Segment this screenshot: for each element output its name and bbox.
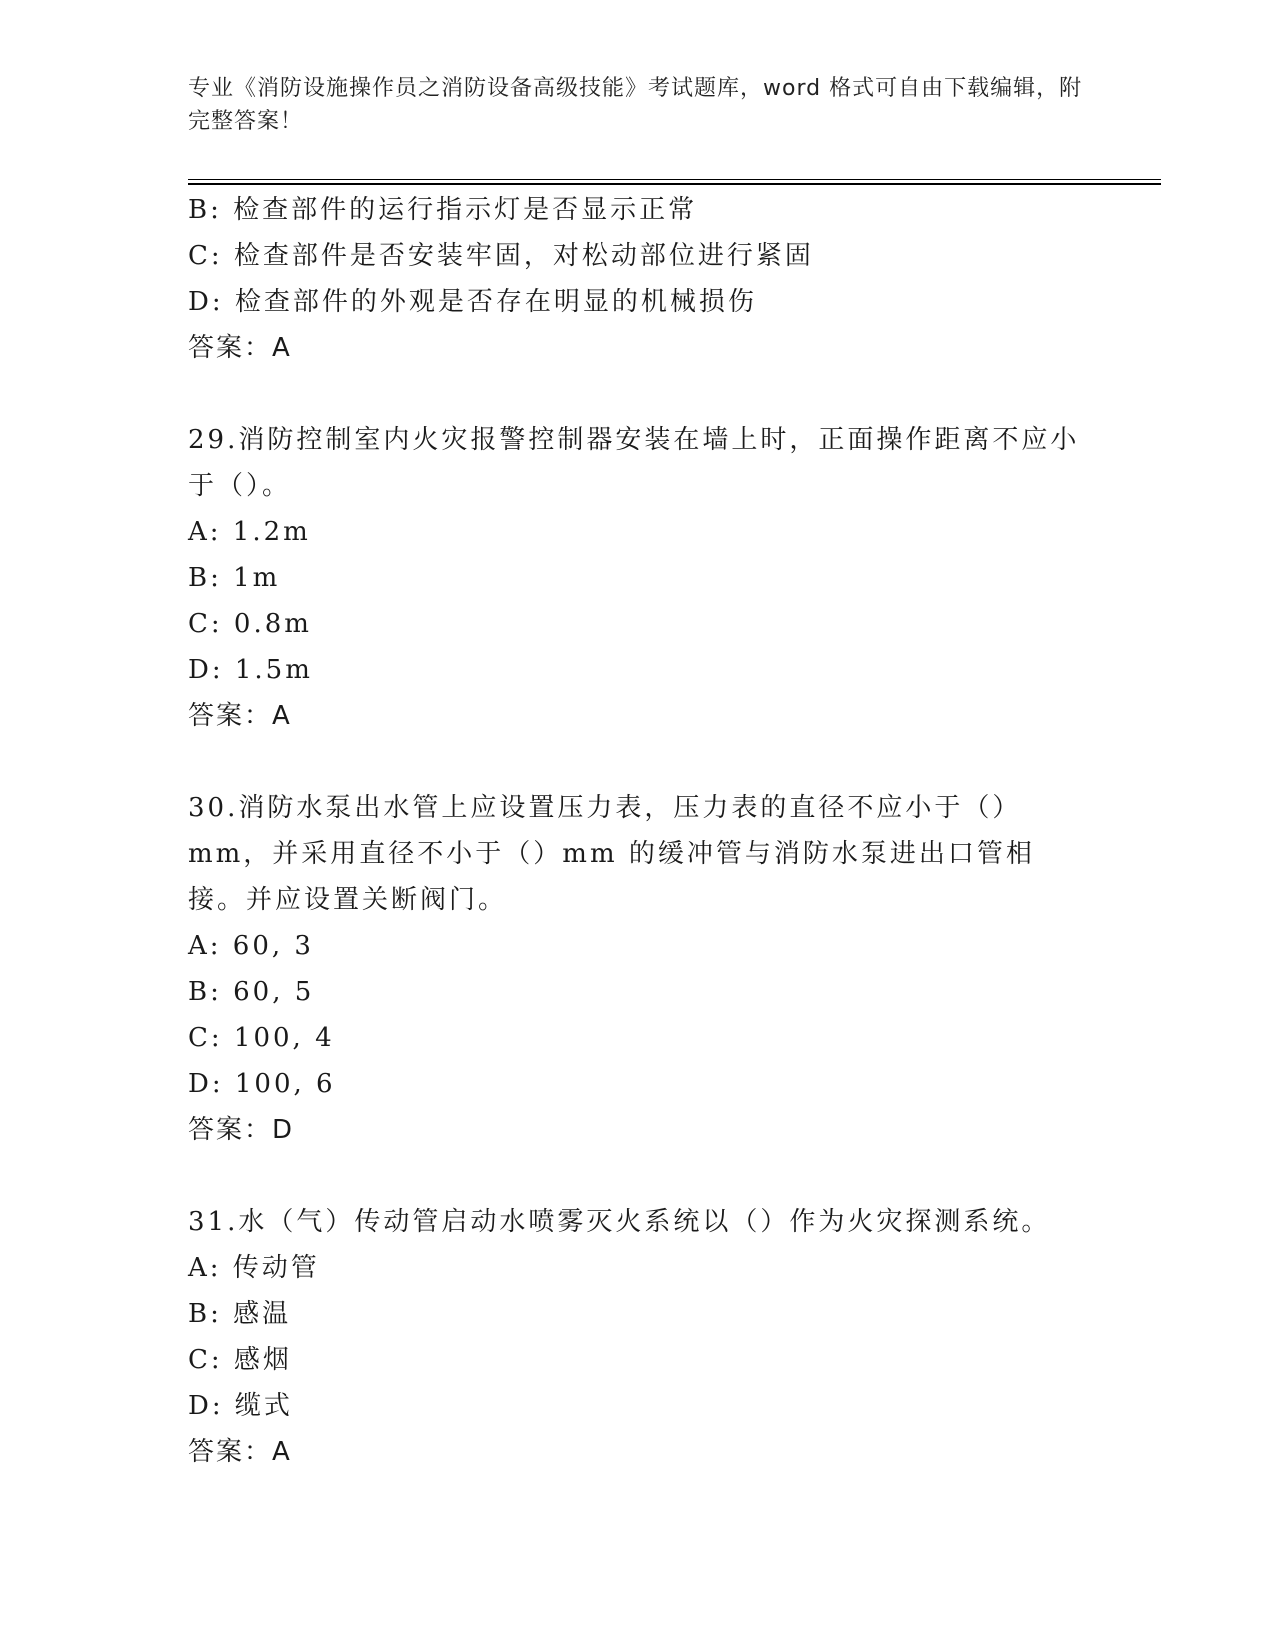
question-stem: 30.消防水泵出水管上应设置压力表，压力表的直径不应小于（）mm，并采用直径不小于（）mm 的缓冲管与消防水泵进出口管相接。并应设置关断阀门。 [188, 793, 1035, 915]
question-31 [188, 1199, 1088, 1475]
answer-line: 答案：A [188, 701, 292, 731]
option-d: D: 1.5m [188, 655, 313, 685]
option-b: B: 1m [188, 563, 281, 593]
header-divider-thick [188, 183, 1161, 185]
option-d: D: 100, 6 [188, 1069, 336, 1099]
question-stem: 31.水（气）传动管启动水喷雾灭火系统以（）作为火灾探测系统。 [188, 1207, 1051, 1237]
option-c: C: 100, 4 [188, 1023, 335, 1053]
answer-line: 答案：A [188, 1437, 292, 1467]
option-b: B: 检查部件的运行指示灯是否显示正常 [188, 195, 698, 225]
option-c: C: 检查部件是否安装牢固，对松动部位进行紧固 [188, 241, 814, 271]
option-a: A: 60, 3 [188, 931, 314, 961]
option-a: A: 1.2m [188, 517, 311, 547]
option-b: B: 感温 [188, 1299, 292, 1329]
header-text: 专业《消防设施操作员之消防设备高级技能》考试题库，word 格式可自由下载编辑，附完整答案！ [188, 76, 1083, 134]
option-b: B: 60, 5 [188, 977, 315, 1007]
question-content [188, 187, 1088, 1475]
spacer [188, 739, 1088, 785]
option-c: C: 感烟 [188, 1345, 292, 1375]
answer-line: 答案：A [188, 333, 292, 363]
option-a: A: 传动管 [188, 1253, 320, 1283]
option-c: C: 0.8m [188, 609, 312, 639]
question-29 [188, 417, 1088, 739]
partial-question-block [188, 187, 1088, 371]
document-header [188, 72, 1088, 138]
spacer [188, 1153, 1088, 1199]
question-30 [188, 785, 1088, 1153]
spacer [188, 371, 1088, 417]
answer-line: 答案：D [188, 1115, 295, 1145]
question-stem: 29.消防控制室内火灾报警控制器安装在墙上时，正面操作距离不应小于（）。 [188, 425, 1080, 501]
option-d: D: 缆式 [188, 1391, 293, 1421]
option-d: D: 检查部件的外观是否存在明显的机械损伤 [188, 287, 757, 317]
header-divider-thin [188, 179, 1161, 180]
